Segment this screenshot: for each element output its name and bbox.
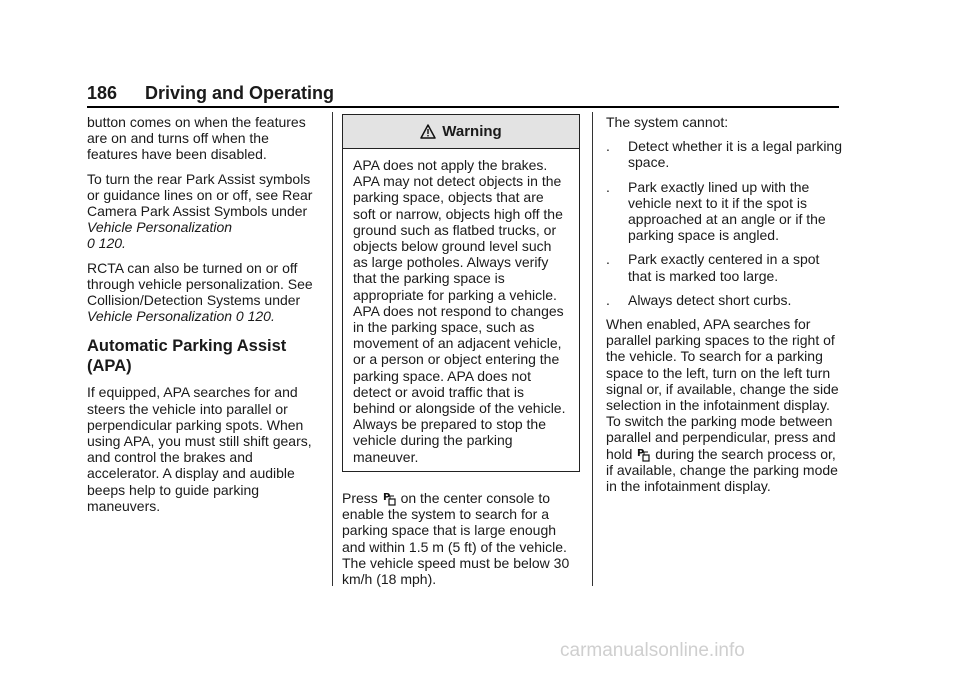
text: To turn the rear Park Assist symbols or guidance lines on or off, see (87, 170, 311, 203)
xref-rear-camera-symbols[interactable]: Rear Camera Park Assist Symbols (87, 186, 313, 220)
left-column (87, 114, 323, 522)
list-item-text: Park exactly centered in a spot that is marked too large. (628, 251, 820, 284)
warning-triangle-icon (420, 124, 436, 139)
bullet-mark: . (606, 291, 610, 308)
paragraph-apa-intro: If equipped, APA searches for and steers the vehicle into parallel or perpendicular parking spots. When using APA, you must still shift gears, and control the brakes and accelerator. A display and audible beeps help to guide parking maneuvers. (87, 384, 312, 514)
text: RCTA can also be turned on or off through vehicle personalization. See (87, 259, 313, 292)
page-reference[interactable]: 0 120. (235, 308, 275, 325)
text: under (260, 292, 301, 309)
warning-body: APA does not apply the brakes. APA may not detect objects in the parking space, objects that are soft or narrow, objects high off the ground such as flatbed trucks, or objects below ground level such as large potholes. Always verify that the parking space is appropriate for parking a vehicle. APA does not respond to changes in the parking space, such as movement of an adjacent vehicle, or a person or object entering the parking space. APA does not detect or avoid traffic that is behind or alongside of the vehicle. Always be prepared to stop the vehicle during the parking maneuver. (353, 157, 566, 465)
bullet-mark: . (606, 138, 610, 155)
system-cannot-intro: The system cannot: (606, 114, 729, 130)
paragraph-press-button (342, 490, 582, 587)
park-assist-button-icon (637, 447, 650, 462)
vehicle-personalization-ref: Vehicle Personalization (87, 219, 233, 236)
text: on the center console to enable the system to search for a parking space that is large enough and within 1.5 m (5 ft) of the vehicle. The vehicle speed must be below 30 km/h (18 mph). (342, 490, 570, 588)
list-item (606, 251, 842, 283)
header-rule (87, 106, 839, 108)
text: Press (342, 490, 382, 506)
page-number: 186 (87, 83, 118, 103)
section-title: Driving and Operating (145, 83, 335, 103)
paragraph-apa-search (606, 316, 842, 494)
svg-text:P: P (637, 447, 645, 459)
watermark: carmanualsonline.info (560, 640, 745, 661)
right-column (606, 114, 842, 502)
list-item (606, 179, 842, 244)
text: during the search process or, if available, change the parking mode in the infotainment display. (606, 445, 838, 495)
warning-title: Warning (442, 123, 502, 140)
warning-header (343, 115, 579, 149)
bullet-mark: . (606, 251, 610, 268)
paragraph-button-status: button comes on when the features are on and turns off when the features have been disabled. (87, 114, 306, 163)
xref-collision-detection[interactable]: Collision/Detection Systems (87, 292, 261, 309)
paragraph-rcta (87, 260, 323, 325)
park-assist-button-icon (383, 491, 396, 506)
list-item (606, 292, 842, 308)
list-item-text: Park exactly lined up with the vehicle next to it if the spot is approached at an angle or if the parking space is angled. (628, 178, 826, 244)
column-divider-2 (592, 112, 593, 586)
page-header (87, 83, 839, 107)
apa-heading: Automatic Parking Assist (APA) (87, 337, 287, 376)
bullet-mark: . (606, 178, 610, 195)
vehicle-personalization-ref: Vehicle Personalization (87, 308, 233, 325)
page-reference[interactable]: 0 120. (87, 235, 126, 252)
middle-column-text (342, 490, 582, 595)
column-divider-1 (332, 112, 333, 586)
paragraph-park-assist-symbols (87, 171, 323, 252)
list-item-text: Detect whether it is a legal parking space. (628, 138, 842, 171)
warning-box (342, 114, 580, 472)
svg-text:P: P (382, 492, 391, 503)
list-item (606, 138, 842, 170)
list-item-text: Always detect short curbs. (628, 291, 792, 308)
text: When enabled, APA searches for parallel parking spaces to the right of the vehicle. To search for a parking space to the left, turn on the left turn signal or, if available, change the side selection in the infotainment display. To switch the parking mode between parallel and perpendicular, press and hold (606, 316, 839, 462)
text: under (267, 203, 308, 220)
